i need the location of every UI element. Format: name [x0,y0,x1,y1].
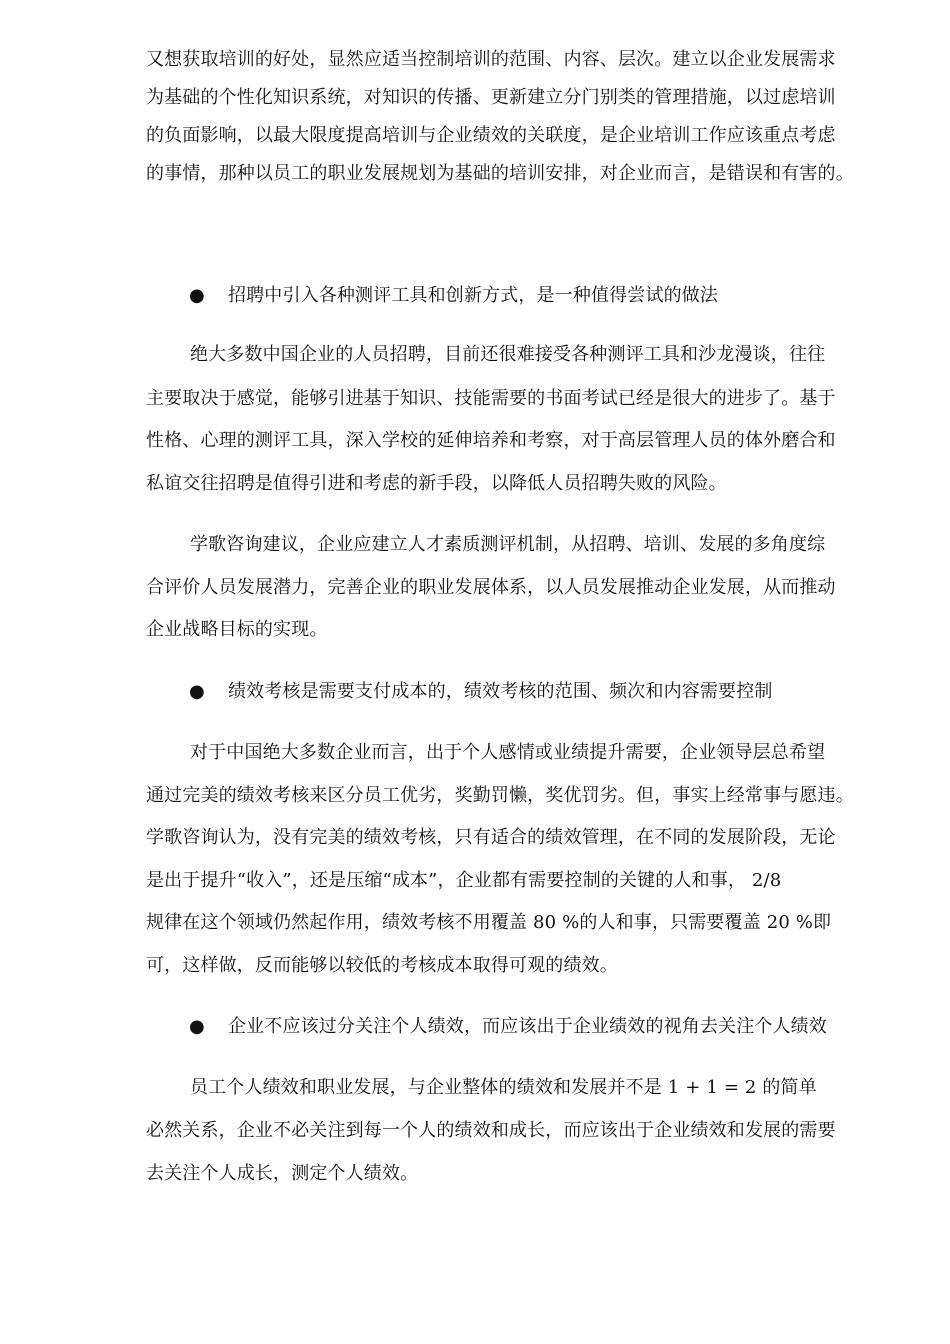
paragraph-1-line-3: 的负面影响，以最大限度提高培训与企业绩效的关联度，是企业培训工作应该重点考虑 [146,125,836,146]
paragraph-1-line-4: 的事情，那种以员工的职业发展规划为基础的培训安排，对企业而言，是错误和有害的。 [146,163,854,184]
paragraph-1-line-1: 又想获取培训的好处，显然应适当控制培训的范围、内容、层次。建立以企业发展需求 [146,49,836,70]
paragraph-4-line-4: 是出于提升“收入”，还是压缩“成本”，企业都有需要控制的关键的人和事， 2/8 [146,870,782,891]
paragraph-4-line-5: 规律在这个领域仍然起作用，绩效考核不用覆盖 80 %的人和事，只需要覆盖 20 %即 [146,912,832,933]
paragraph-5-line-3: 去关注个人成长，测定个人绩效。 [146,1163,419,1184]
paragraph-5-line-2: 必然关系，企业不必关注到每一个人的绩效和成长，而应该出于企业绩效和发展的需要 [146,1120,836,1141]
paragraph-4-line-3: 学歌咨询认为，没有完美的绩效考核，只有适合的绩效管理，在不同的发展阶段，无论 [146,827,836,848]
bullet-icon: ● [189,1016,205,1037]
section-heading-performance-cost: 绩效考核是需要支付成本的，绩效考核的范围、频次和内容需要控制 [228,681,773,702]
paragraph-2-line-3: 性格、心理的测评工具，深入学校的延伸培养和考察，对于高层管理人员的体外磨合和 [146,430,836,451]
paragraph-2-line-1: 绝大多数中国企业的人员招聘，目前还很难接受各种测评工具和沙龙漫谈，往往 [190,344,826,365]
paragraph-4-line-2: 通过完美的绩效考核来区分员工优劣，奖勤罚懒，奖优罚劣。但，事实上经常事与愿违。 [146,785,854,806]
paragraph-2-line-4: 私谊交往招聘是值得引进和考虑的新手段，以降低人员招聘失败的风险。 [146,473,727,494]
paragraph-2-line-2: 主要取决于感觉，能够引进基于知识、技能需要的书面考试已经是很大的进步了。基于 [146,388,836,409]
section-heading-recruitment: 招聘中引入各种测评工具和创新方式，是一种值得尝试的做法 [228,285,719,306]
bullet-icon: ● [189,681,205,702]
paragraph-3-line-1: 学歌咨询建议，企业应建立人才素质测评机制，从招聘、培训、发展的多角度综 [190,534,826,555]
paragraph-3-line-2: 合评价人员发展潜力，完善企业的职业发展体系，以人员发展推动企业发展，从而推动 [146,577,836,598]
paragraph-4-line-6: 可，这样做，反而能够以较低的考核成本取得可观的绩效。 [146,955,618,976]
bullet-icon: ● [189,285,205,306]
paragraph-4-line-1: 对于中国绝大多数企业而言，出于个人感情或业绩提升需要，企业领导层总希望 [190,742,826,763]
paragraph-5-line-1: 员工个人绩效和职业发展，与企业整体的绩效和发展并不是 1 + 1 = 2 的简单 [190,1077,817,1098]
section-heading-individual-performance: 企业不应该过分关注个人绩效，而应该出于企业绩效的视角去关注个人绩效 [228,1016,827,1037]
paragraph-1-line-2: 为基础的个性化知识系统，对知识的传播、更新建立分门别类的管理措施，以过虑培训 [146,87,836,108]
paragraph-3-line-3: 企业战略目标的实现。 [146,619,328,640]
